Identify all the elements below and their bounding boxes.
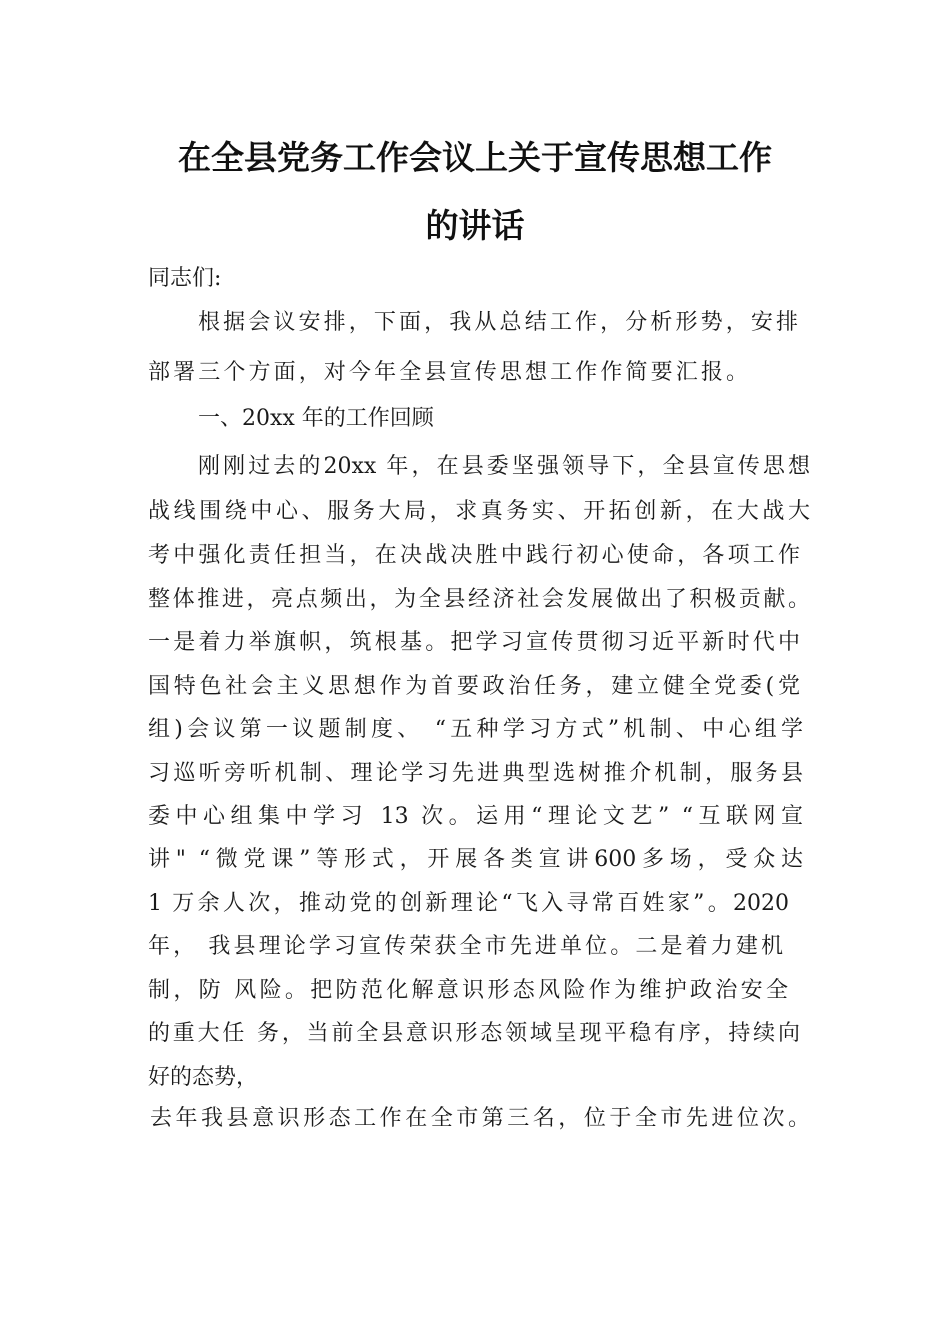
body-line: 整体推进，亮点频出，为全县经济社会发展做出了积极贡献。 <box>148 587 810 612</box>
body-line: 的重大任 务，当前全县意识形态领域呈现平稳有序，持续向 <box>148 1021 800 1046</box>
body-line: 习巡听旁听机制、理论学习先进典型选树推介机制，服务县 <box>148 761 803 786</box>
section-heading: 一、20xx 年的工作回顾 <box>198 406 434 431</box>
salutation: 同志们: <box>148 266 222 291</box>
body-line: 去年我县意识形态工作在全市第三名，位于全市先进位次。 <box>150 1106 810 1131</box>
body-line: 战线围绕中心、服务大局，求真务实、开拓创新，在大战大 <box>148 499 810 524</box>
document-title-line-2: 的讲话 <box>425 206 525 245</box>
body-line: 年， 我县理论学习宣传荣获全市先进单位。二是着力建机 <box>148 934 783 959</box>
body-line: 刚刚过去的20xx 年，在县委坚强领导下，全县宣传思想 <box>198 454 810 479</box>
document-title-line-1: 在全县党务工作会议上关于宣传思想工作 <box>178 138 772 177</box>
body-line: 委中心组集中学习 13 次。运用“理论文艺” “互联网宣 <box>148 804 803 829</box>
body-line: 部署三个方面，对今年全县宣传思想工作作简要汇报。 <box>148 360 748 385</box>
body-line: 讲" “微党课”等形式，开展各类宣讲600多场，受众达 <box>148 847 803 872</box>
body-line: 根据会议安排，下面，我从总结工作，分析形势，安排 <box>198 310 798 335</box>
body-line: 1 万余人次，推动党的创新理论“飞入寻常百姓家”。2020 <box>148 891 789 916</box>
body-line: 制，防 风险。把防范化解意识形态风险作为维护政治安全 <box>148 978 788 1003</box>
body-line: 考中强化责任担当，在决战决胜中践行初心使命，各项工作 <box>148 543 800 568</box>
body-line: 组)会议第一议题制度、 “五种学习方式”机制、中心组学 <box>148 717 803 742</box>
body-line: 好的态势， <box>148 1065 259 1090</box>
body-line: 一是着力举旗帜，筑根基。把学习宣传贯彻习近平新时代中 <box>148 630 800 655</box>
body-line: 国特色社会主义思想作为首要政治任务，建立健全党委(党 <box>148 674 800 699</box>
